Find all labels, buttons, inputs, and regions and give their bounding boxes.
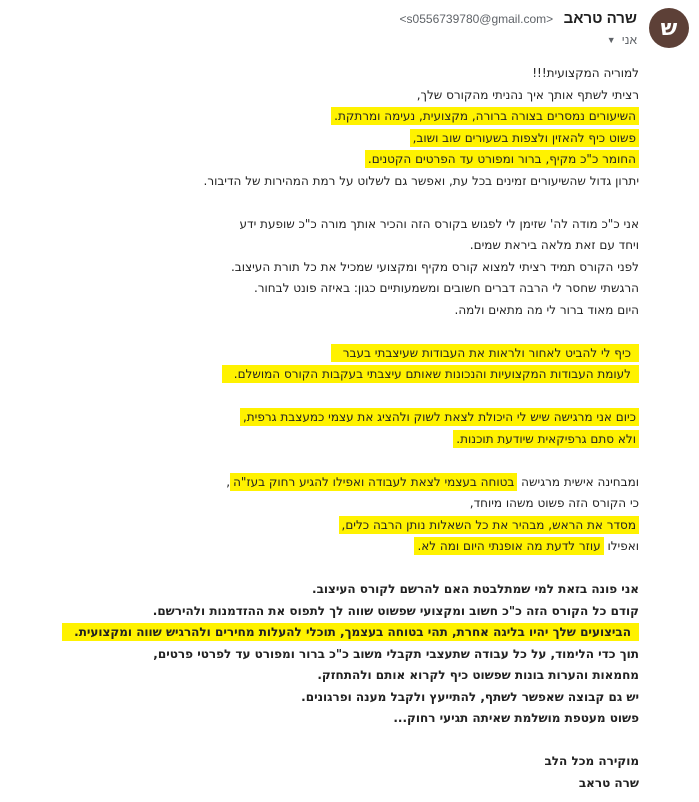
email-body xyxy=(39,63,639,794)
highlighted-text: כיום אני מרגישה שיש לי היכולת לצאת לשוק ולהציג את עצמי כמעצבת גרפית, xyxy=(240,408,639,426)
body-line: יתרון גדול שהשיעורים זמינים בכל עת, ואפשר גם לשלוט על רמת המהירות של הדיבור. xyxy=(203,173,639,188)
sender-email: <s0556739780@gmail.com> xyxy=(399,12,554,26)
body-line: אני פונה בזאת למי שמתלבטת האם להרשם לקורס העיצוב. xyxy=(312,582,639,596)
email-header xyxy=(0,0,699,60)
body-text: ומבחינה אישית מרגישה xyxy=(517,474,639,489)
body-line: כי הקורס הזה פשוט משהו מיוחד, xyxy=(469,496,639,510)
body-line: קודם כל הקורס הזה כ"כ חשוב ומקצועי שפשוט שווה לך לתפוס את ההזדמנות ולהירשם. xyxy=(152,603,639,618)
body-line: רציתי לשתף אותך איך נהניתי מהקורס שלך, xyxy=(416,87,639,102)
body-line: פשוט מעטפת מושלמת שאיתה תגיעי רחוק... xyxy=(393,711,639,725)
highlighted-text: ולא סתם גרפיקאית שיודעת תוכנות. xyxy=(453,430,639,448)
body-line: תוך כדי הלימוד, על כל עבודה שתעצבי תקבלי משוב כ"כ ברור ומפורט עד לפרטי פרטים, xyxy=(153,646,639,661)
caret-down-icon[interactable]: ▼ xyxy=(606,35,616,45)
sender-name[interactable]: שרה טראב xyxy=(563,10,637,27)
highlighted-text: לעומת העבודות המקצועיות והנכונות שאותם עיצבתי בעקבות הקורס המושלם. xyxy=(222,365,639,383)
body-text: , xyxy=(226,474,231,489)
body-line: יש גם קבוצה שאפשר לשתף, להתייעץ ולקבל מענה ופרגונים. xyxy=(301,689,639,704)
body-text: ואפילו xyxy=(603,539,639,553)
sender-line xyxy=(400,10,637,28)
highlighted-text: עוזר לדעת מה אופנתי היום ומה לא. xyxy=(414,537,603,555)
body-line: מחמאות והערות בונות שפשוט כיף לקרוא אותם ולהתחזק. xyxy=(317,668,639,682)
signature-name: שרה טראב xyxy=(578,775,639,790)
recipient-label: אני xyxy=(621,33,637,47)
body-line: אני כ"כ מודה לה' שזימן לי לפגוש בקורס הזה והכיר אותך מורה כ"כ שופעת ידע xyxy=(239,216,639,231)
highlighted-text: הביצועים שלך יהיו בליגה אחרת, תהי בטוחה בעצמך, תוכלי להעלות מחירים ולהרגיש שווה ומקצועית. xyxy=(62,623,639,641)
highlighted-text: השיעורים נמסרים בצורה ברורה, מקצועית, נעימה ומרתקת. xyxy=(331,107,639,125)
recipient-line[interactable] xyxy=(607,33,637,47)
highlighted-text: כיף לי להביט לאחור ולראות את העבודות שעיצבתי בעבר xyxy=(331,344,639,362)
body-line: היום מאוד ברור לי מה מתאים ולמה. xyxy=(454,302,639,317)
greeting-line: למוריה המקצועית!!! xyxy=(532,66,639,80)
body-line: ויחד עם זאת מלאה ביראת שמים. xyxy=(469,238,639,252)
highlighted-text: פשוט כיף להאזין ולצפות בשעורים שוב ושוב, xyxy=(410,129,639,147)
highlighted-text: החומר כ"כ מקיף, ברור ומפורט עד הפרטים הקטנים. xyxy=(365,150,639,168)
signature-closing: מוקירה מכל הלב xyxy=(544,754,639,768)
highlighted-text: בטוחה בעצמי לצאת לעבודה ואפילו להגיע רחוק בעז"ה xyxy=(230,473,517,491)
body-line: הרגשתי שחסר לי הרבה דברים חשובים ומשמעותיים כגון: באיזה פונט לבחור. xyxy=(253,281,639,295)
body-line: לפני הקורס תמיד רציתי למצוא קורס מקיף ומקצועי שמכיל את כל תורת העיצוב. xyxy=(230,259,639,274)
sender-avatar[interactable]: ש xyxy=(649,8,689,48)
highlighted-text: מסדר את הראש, מבהיר את כל השאלות נותן הרבה כלים, xyxy=(339,516,640,534)
